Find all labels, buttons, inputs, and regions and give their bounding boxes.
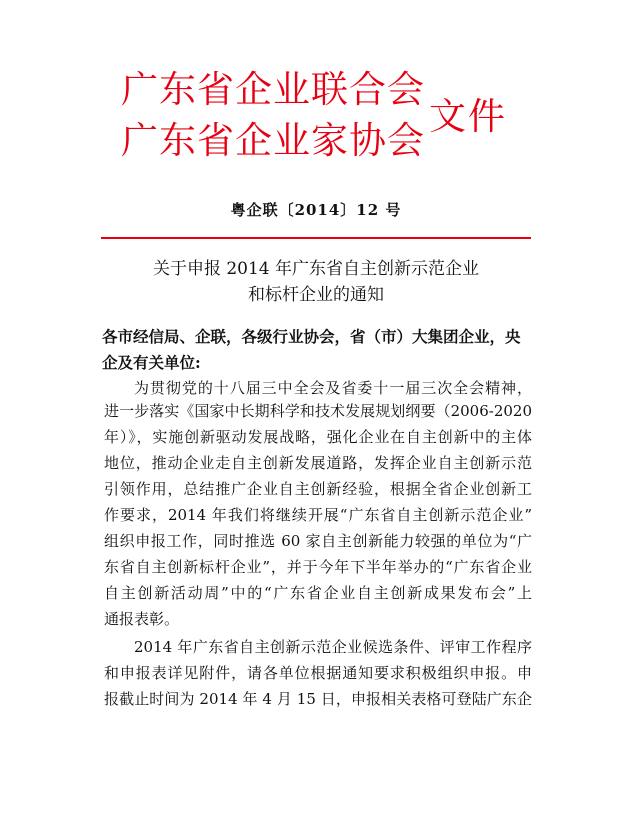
body-text-line: 引领作用，总结推广企业自主创新经验，根据全省企业创新工 [104, 480, 532, 498]
body-text-line: 通报表彰。 [104, 610, 180, 628]
body-text-line: 报截止时间为 2014 年 4 月 15 日，申报相关表格可登陆广东企 [104, 690, 532, 708]
addressee-line-1: 各市经信局、企联，各级行业协会，省（市）大集团企业，央 [102, 327, 521, 346]
body-text-line: 2014 年广东省自主创新示范企业候选条件、评审工作程序 [134, 638, 532, 656]
document-number: 粤企联〔2014〕12 号 [230, 201, 402, 219]
document-header-word: 文件 [429, 95, 507, 138]
body-text-line: 为贯彻党的十八届三中全会及省委十一届三次全会精神， [134, 379, 532, 397]
body-text-line: 进一步落实《国家中长期科学和技术发展规划纲要（2006-2020 [104, 402, 532, 420]
body-text-line: 作要求，2014 年我们将继续开展“广东省自主创新示范企业” [104, 506, 532, 524]
body-text-line: 年）》，实施创新驱动发展战略，强化企业在自主创新中的主体 [104, 428, 532, 446]
red-separator-line [101, 237, 531, 239]
body-text-line: 东省自主创新标杆企业”，并于今年下半年举办的“广东省企业 [104, 558, 532, 576]
issuer-name-1: 广东省企业联合会 [121, 68, 425, 111]
body-text-line: 组织申报工作，同时推选 60 家自主创新能力较强的单位为“广 [104, 532, 532, 550]
addressee-line-2: 企及有关单位: [102, 353, 201, 372]
body-text-line: 和申报表详见附件，请各单位根据通知要求积极组织申报。申 [104, 664, 532, 682]
notice-title-line-2: 和标杆企业的通知 [248, 285, 384, 305]
body-text-line: 自主创新活动周”中的“广东省企业自主创新成果发布会”上 [104, 584, 532, 602]
body-text-line: 地位，推动企业走自主创新发展道路，发挥企业自主创新示范 [104, 454, 532, 472]
notice-title-line-1: 关于申报 2014 年广东省自主创新示范企业 [152, 259, 480, 279]
issuer-name-2: 广东省企业家协会 [121, 119, 425, 162]
